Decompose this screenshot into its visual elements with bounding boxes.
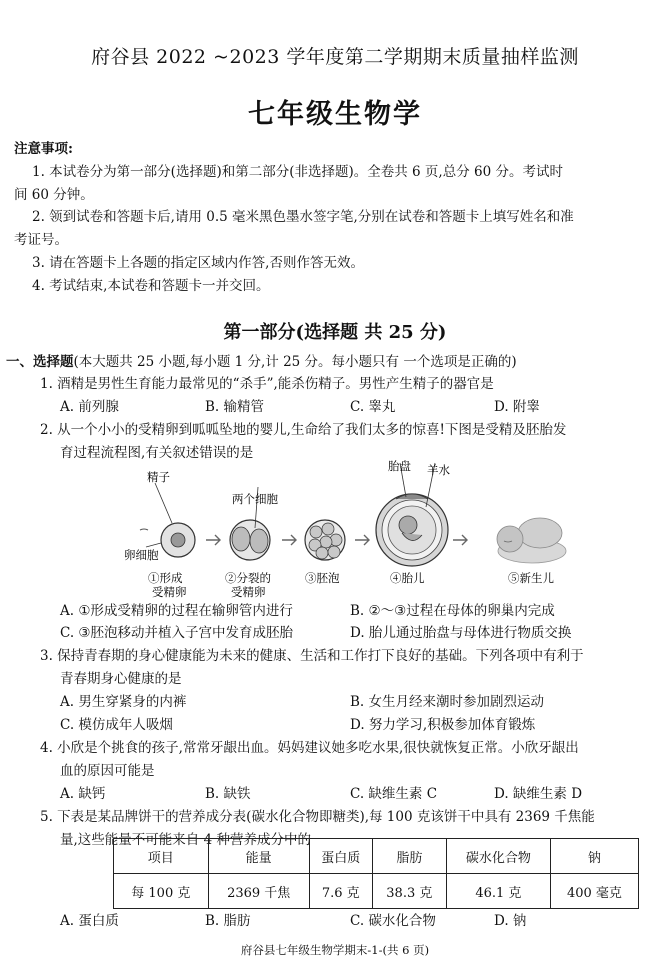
fetus-illustration: [376, 463, 448, 566]
arrow-icon: [282, 535, 296, 545]
table-header-cell: 钠: [550, 839, 638, 874]
option-a: A. 蛋白质: [60, 913, 119, 929]
arrow-icon: [355, 535, 369, 545]
label-egg: 卵细胞: [124, 548, 159, 562]
option-c: C. 睾丸: [350, 399, 396, 415]
newborn-illustration: [497, 518, 566, 563]
option-d: D. 钠: [494, 913, 527, 929]
fertilized-egg-illustration: [140, 483, 195, 557]
label-stage2: 受精卵: [231, 585, 266, 599]
fertilization-flow-figure: [124, 455, 570, 600]
section-intro: [6, 353, 517, 371]
option-b: B. 输精管: [205, 399, 265, 415]
option-d: D. 附睾: [494, 399, 540, 415]
question-stem: 青春期身心健康的是: [60, 671, 182, 687]
question-stem: 5. 下表是某品牌饼干的营养成分表(碳水化合物即糖类),每 100 克该饼干中具有 2369 千焦能: [40, 809, 595, 825]
option-b: B. 女生月经来潮时参加剧烈运动: [350, 694, 545, 710]
option-b: B. ②～③过程在母体的卵巢内完成: [350, 603, 555, 619]
option-d: D. 努力学习,积极参加体育锻炼: [350, 717, 536, 733]
page-footer: 府谷县七年级生物学期末-1-(共 6 页): [240, 943, 430, 957]
notice-heading: 注意事项:: [14, 141, 73, 157]
question-stem: 3. 保持青春期的身心健康能为未来的健康、生活和工作打下良好的基础。下列各项中有利于: [40, 648, 584, 664]
question-stem: 血的原因可能是: [60, 763, 155, 779]
option-c: C. 缺维生素 C: [350, 786, 438, 802]
label-stage3: ③胚泡: [305, 571, 340, 585]
table-cell: 38.3 克: [372, 874, 446, 909]
table-header-cell: 脂肪: [372, 839, 446, 874]
question-stem: 育过程流程图,有关叙述错误的是: [60, 445, 254, 461]
table-cell: 7.6 克: [309, 874, 372, 909]
table-header-cell: 蛋白质: [309, 839, 372, 874]
nutrition-table: [113, 838, 639, 909]
table-row: [114, 874, 639, 909]
option-a: A. 缺钙: [60, 786, 106, 802]
option-c: C. ③胚泡移动并植入子宫中发育成胚胎: [60, 625, 294, 641]
table-cell: 每 100 克: [114, 874, 209, 909]
table-cell: 46.1 克: [446, 874, 550, 909]
option-a: A. 前列腺: [60, 399, 119, 415]
exam-title: 府谷县 2022 ~2023 学年度第二学期期末质量抽样监测: [91, 46, 579, 68]
section-intro-label: 一、选择题: [6, 354, 74, 370]
notice-line: 考证号。: [14, 232, 68, 248]
arrow-icon: [453, 535, 467, 545]
label-stage2: ②分裂的: [225, 571, 271, 585]
section-intro-text: (本大题共 25 小题,每小题 1 分,计 25 分。每小题只有 一个选项是正确的): [73, 354, 517, 370]
label-placenta: 胎盘: [388, 459, 411, 473]
label-sperm: 精子: [147, 470, 170, 484]
label-stage1: 受精卵: [152, 585, 187, 599]
option-d: D. 胎儿通过胎盘与母体进行物质交换: [350, 625, 572, 641]
question-stem: 2. 从一个小小的受精卵到呱呱坠地的婴儿,生命给了我们太多的惊喜!下图是受精及胚胎发: [40, 422, 567, 438]
label-stage5: ⑤新生儿: [508, 571, 554, 585]
section-title: 第一部分(选择题 共 25 分): [223, 322, 447, 343]
question-stem: 1. 酒精是男性生育能力最常见的“杀手”,能杀伤精子。男性产生精子的器官是: [40, 376, 494, 392]
option-c: C. 模仿成年人吸烟: [60, 717, 173, 733]
option-d: D. 缺维生素 D: [494, 786, 583, 802]
option-c: C. 碳水化合物: [350, 913, 436, 929]
notice-line: 间 60 分钟。: [14, 187, 94, 203]
table-header-row: [114, 839, 639, 874]
table-cell: 2369 千焦: [208, 874, 309, 909]
option-a: A. 男生穿紧身的内裤: [60, 694, 187, 710]
question-stem: 量,这些能量不可能来自 4 种营养成分中的: [60, 832, 311, 848]
notice-line: 4. 考试结束,本试卷和答题卡一并交回。: [32, 278, 270, 294]
arrow-icon: [206, 535, 220, 545]
subject-title: 七年级生物学: [248, 99, 422, 130]
label-stage4: ④胎儿: [390, 571, 425, 585]
notice-line: 2. 领到试卷和答题卡后,请用 0.5 毫米黑色墨水签字笔,分别在试卷和答题卡上填写姓名和准: [32, 209, 574, 225]
question-stem: 4. 小欣是个挑食的孩子,常常牙龈出血。妈妈建议她多吃水果,很快就恢复正常。小欣牙龈出: [40, 740, 579, 756]
label-amniotic: 羊水: [427, 463, 450, 477]
notice-line: 1. 本试卷分为第一部分(选择题)和第二部分(非选择题)。全卷共 6 页,总分 60 分。考试时: [32, 164, 563, 180]
option-a: A. ①形成受精卵的过程在输卵管内进行: [60, 603, 293, 619]
table-cell: 400 毫克: [550, 874, 638, 909]
notice-line: 3. 请在答题卡上各题的指定区域内作答,否则作答无效。: [32, 255, 364, 271]
label-two-cells: 两个细胞: [232, 492, 278, 506]
table-header-cell: 碳水化合物: [446, 839, 550, 874]
label-stage1: ①形成: [148, 571, 183, 585]
blastocyst-illustration: [305, 520, 345, 560]
table-header-cell: 项目: [114, 839, 209, 874]
table-header-cell: 能量: [208, 839, 309, 874]
option-b: B. 脂肪: [205, 913, 251, 929]
option-b: B. 缺铁: [205, 786, 251, 802]
